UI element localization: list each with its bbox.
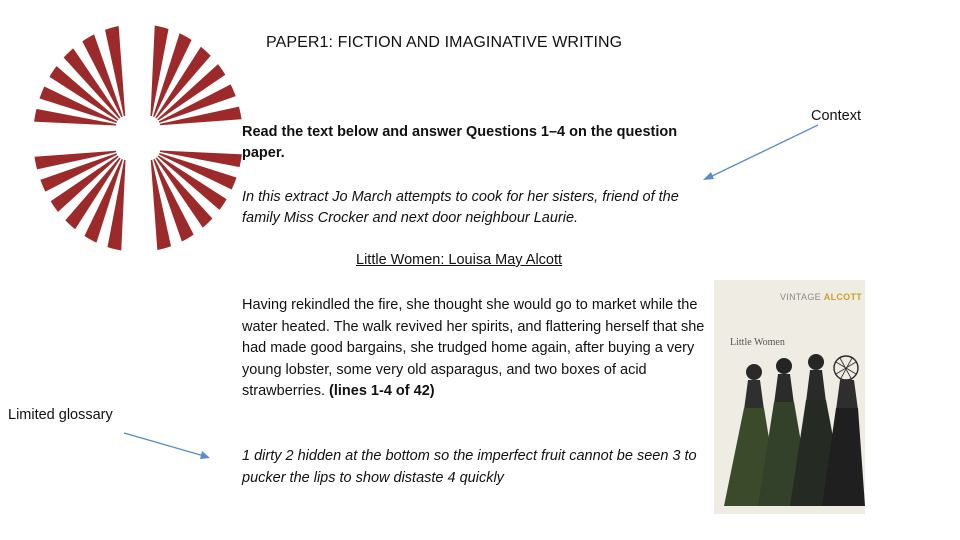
- page-title: PAPER1: FICTION AND IMAGINATIVE WRITING: [266, 34, 623, 51]
- cover-publisher: [780, 292, 862, 302]
- exam-instruction: Read the text below and answer Questions 1–4 on the question paper.: [242, 124, 678, 161]
- extract-line-reference: (lines 1-4 of 42): [329, 383, 435, 399]
- extract-body: Having rekindled the fire, she thought she would go to market while the water heated. The walk revived her spirits, and flattering herself that she had made good bargains, she trudged home again, after buying a very young lobster, some very old asparagus, and two boxes of acid strawberries.: [242, 297, 705, 399]
- extract-passage: [242, 295, 712, 403]
- book-cover-illustration: [714, 280, 865, 514]
- source-title: Little Women: Louisa May Alcott: [356, 252, 563, 268]
- cover-title: Little Women: [730, 337, 785, 348]
- glossary-arrow-icon: [124, 433, 210, 459]
- logo-cross-arm: [22, 129, 254, 147]
- school-logo-emblem: [22, 22, 254, 254]
- cover-brand-prefix: VINTAGE: [780, 292, 821, 302]
- glossary-text: 1 dirty 2 hidden at the bottom so the imperfect fruit cannot be seen 3 to pucker the lips to show distaste 4 quickly: [242, 448, 697, 486]
- context-annotation-label: Context: [811, 108, 861, 124]
- cover-brand-name: ALCOTT: [823, 292, 863, 302]
- book-cover-image: [714, 280, 865, 514]
- context-arrow-icon: [703, 125, 818, 180]
- extract-context-intro: In this extract Jo March attempts to cook for her sisters, friend of the family Miss Crocker and next door neighbour Laurie.: [242, 189, 679, 226]
- glossary-annotation-label: Limited glossary: [8, 407, 113, 423]
